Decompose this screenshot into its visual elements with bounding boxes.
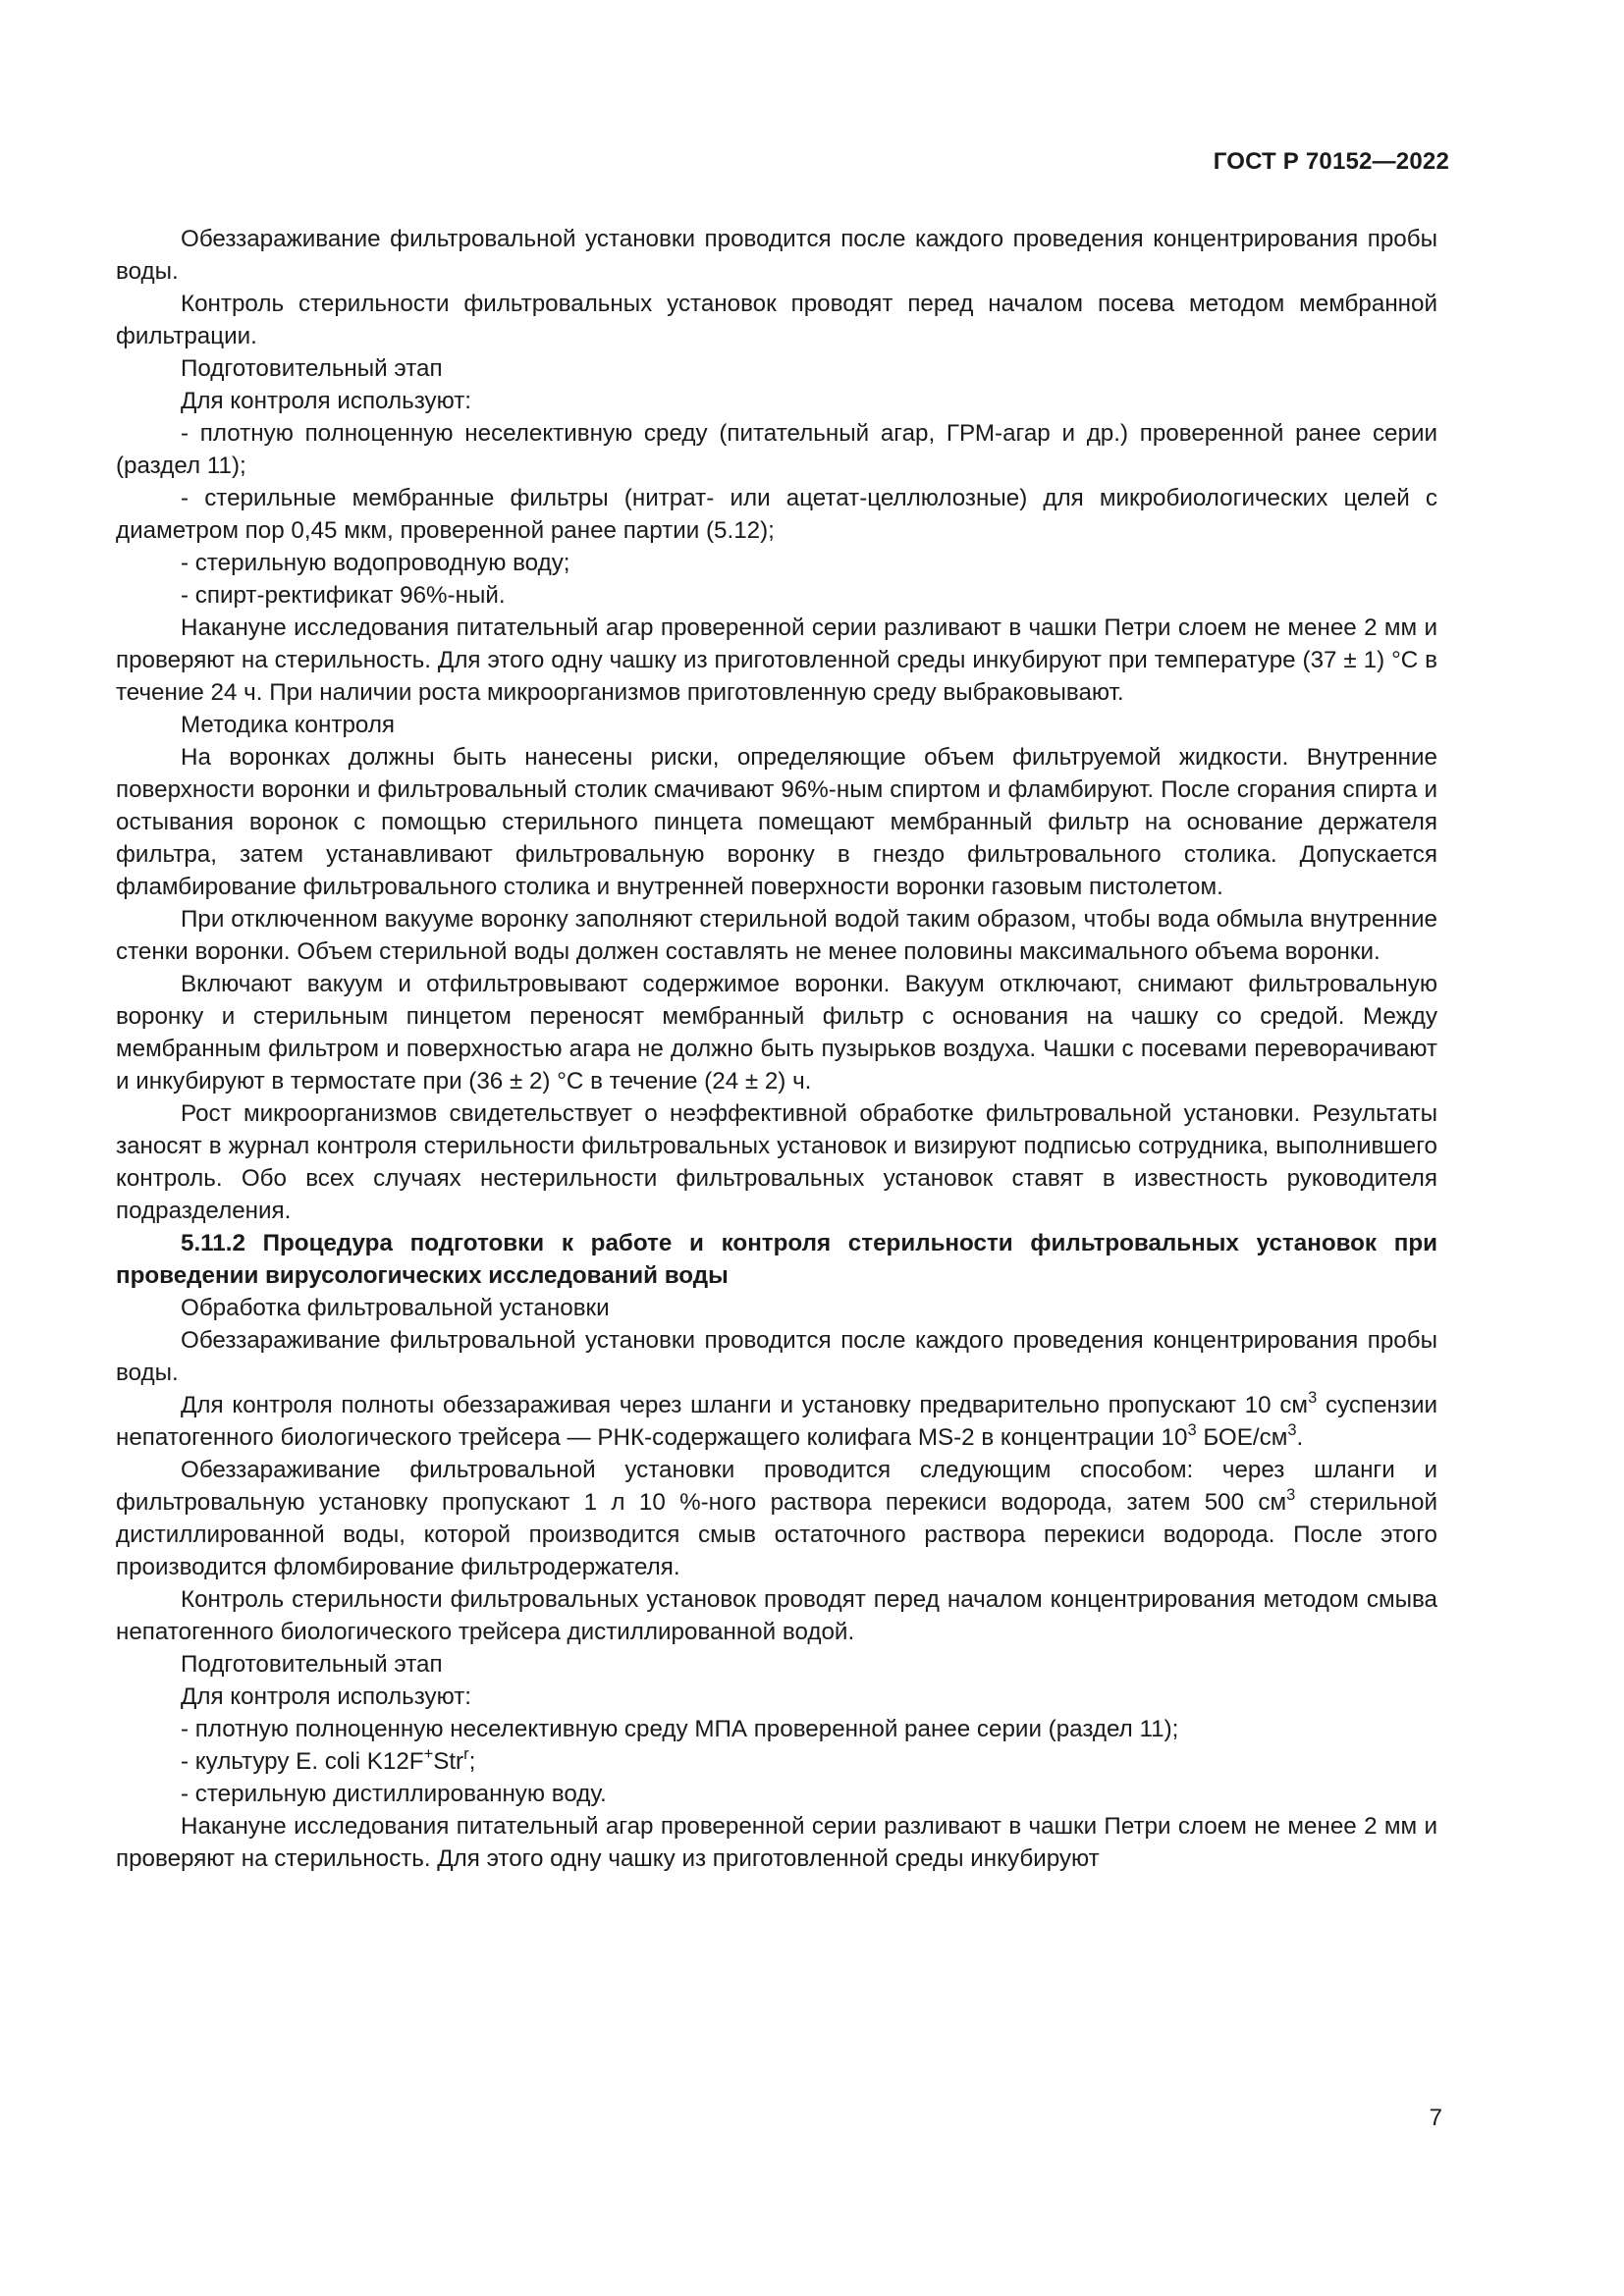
paragraph: Рост микроорганизмов свидетельствует о неэффективной обработке фильтровальной установки. Результаты заносят в журнал контроля стерильности фильтровальных установок и визируют подписью сотрудника, выполнившего контроль. Обо всех случаях нестерильности фильтровальных установок ставят в известность руководителя подразделения. — [116, 1100, 1437, 1224]
list-item — [116, 1745, 1437, 1778]
subheading: Подготовительный этап — [181, 355, 443, 382]
paragraph: Обеззараживание фильтровальной установки проводится после каждого проведения концентрирования пробы воды. — [116, 1327, 1437, 1386]
text-span: Для контроля полноты обеззараживая через шланги и установку предварительно пропускают 10 см — [181, 1392, 1309, 1418]
paragraph: Для контроля используют: — [181, 1683, 472, 1710]
paragraph: Включают вакуум и отфильтровывают содержимое воронки. Вакуум отключают, снимают фильтровальную воронку и стерильным пинцетом переносят мембранный фильтр с основания на чашку со средой. Между мембранным фильтром и поверхностью агара не должно быть пузырьков воздуха. Чашки с посевами переворачивают и инкубируют в термостате при (36 ± 2) °С в течение (24 ± 2) ч. — [116, 971, 1437, 1095]
paragraph — [116, 1454, 1437, 1583]
page-number: 7 — [1429, 2105, 1442, 2131]
superscript: + — [423, 1744, 434, 1763]
text-span: стерильной дистиллированной воды, которой производится смыв остаточного раствора перекиси водорода. После этого производится фломбирование фильтродержателя. — [116, 1489, 1437, 1580]
document-code-header: ГОСТ Р 70152—2022 — [1213, 148, 1449, 175]
superscript: 3 — [1286, 1485, 1296, 1504]
list-item: - стерильную водопроводную воду; — [181, 550, 570, 576]
text-span: - культуру E. coli K12F — [181, 1748, 424, 1775]
subheading: Подготовительный этап — [181, 1651, 443, 1678]
list-item: - стерильные мембранные фильтры (нитрат- или ацетат-целлюлозные) для микробиологических целей с диаметром пор 0,45 мкм, проверенной ранее партии (5.12); — [116, 485, 1437, 544]
superscript: 3 — [1287, 1420, 1297, 1439]
superscript: 3 — [1308, 1388, 1318, 1407]
paragraph: Обеззараживание фильтровальной установки проводится после каждого проведения концентрирования пробы воды. — [116, 226, 1437, 285]
paragraph: Накануне исследования питательный агар проверенной серии разливают в чашки Петри слоем не менее 2 мм и проверяют на стерильность. Для этого одну чашку из приготовленной среды инкубируют — [116, 1813, 1437, 1872]
section-heading: 5.11.2 Процедура подготовки к работе и контроля стерильности фильтровальных установок при проведении вирусологических исследований воды — [116, 1230, 1437, 1289]
superscript: r — [463, 1744, 469, 1763]
paragraph: Для контроля используют: — [181, 388, 472, 414]
text-span: Str — [433, 1748, 464, 1775]
paragraph: На воронках должны быть нанесены риски, определяющие объем фильтруемой жидкости. Внутренние поверхности воронки и фильтровальный столик смачивают 96%-ным спиртом и фламбируют. После сгорания спирта и остывания воронок с помощью стерильного пинцета помещают мембранный фильтр на основание держателя фильтра, затем устанавливают фильтровальную воронку в гнездо фильтровального столика. Допускается фламбирование фильтровального столика и внутренней поверхности воронки газовым пистолетом. — [116, 744, 1437, 900]
paragraph: Накануне исследования питательный агар проверенной серии разливают в чашки Петри слоем не менее 2 мм и проверяют на стерильность. Для этого одну чашку из приготовленной среды инкубируют при температуре (37 ± 1) °С в течение 24 ч. При наличии роста микроорганизмов приготовленную среду выбраковывают. — [116, 614, 1437, 706]
text-span: БОЕ/см — [1196, 1424, 1288, 1451]
text-span: ; — [468, 1748, 476, 1775]
list-item: - плотную полноценную неселективную среду (питательный агар, ГРМ-агар и др.) проверенной ранее серии (раздел 11); — [116, 420, 1437, 479]
text-span: Обеззараживание фильтровальной установки проводится следующим способом: через шланги и фильтровальную установку пропускают 1 л 10 %-ного раствора перекиси водорода, затем 500 см — [116, 1457, 1437, 1516]
list-item: - спирт-ректификат 96%-ный. — [181, 582, 506, 609]
list-item: - стерильную дистиллированную воду. — [181, 1781, 607, 1807]
list-item: - плотную полноценную неселективную среду МПА проверенной ранее серии (раздел 11); — [181, 1716, 1179, 1742]
text-span: . — [1296, 1424, 1304, 1451]
paragraph: Контроль стерильности фильтровальных установок проводят перед началом концентрирования методом смыва непатогенного биологического трейсера дистиллированной водой. — [116, 1586, 1437, 1645]
subheading: Методика контроля — [181, 712, 396, 738]
paragraph: При отключенном вакууме воронку заполняют стерильной водой таким образом, чтобы вода обмыла внутренние стенки воронки. Объем стерильной воды должен составлять не менее половины максимального объема воронки. — [116, 906, 1437, 965]
text-span: суспензии непатогенного биологического трейсера — РНК-содержащего колифага MS-2 в концентрации 10 — [116, 1392, 1438, 1451]
paragraph — [116, 1389, 1437, 1454]
document-body — [116, 223, 1437, 1875]
paragraph: Контроль стерильности фильтровальных установок проводят перед началом посева методом мембранной фильтрации. — [116, 291, 1437, 349]
subheading: Обработка фильтровальной установки — [181, 1295, 610, 1321]
superscript: 3 — [1187, 1420, 1197, 1439]
